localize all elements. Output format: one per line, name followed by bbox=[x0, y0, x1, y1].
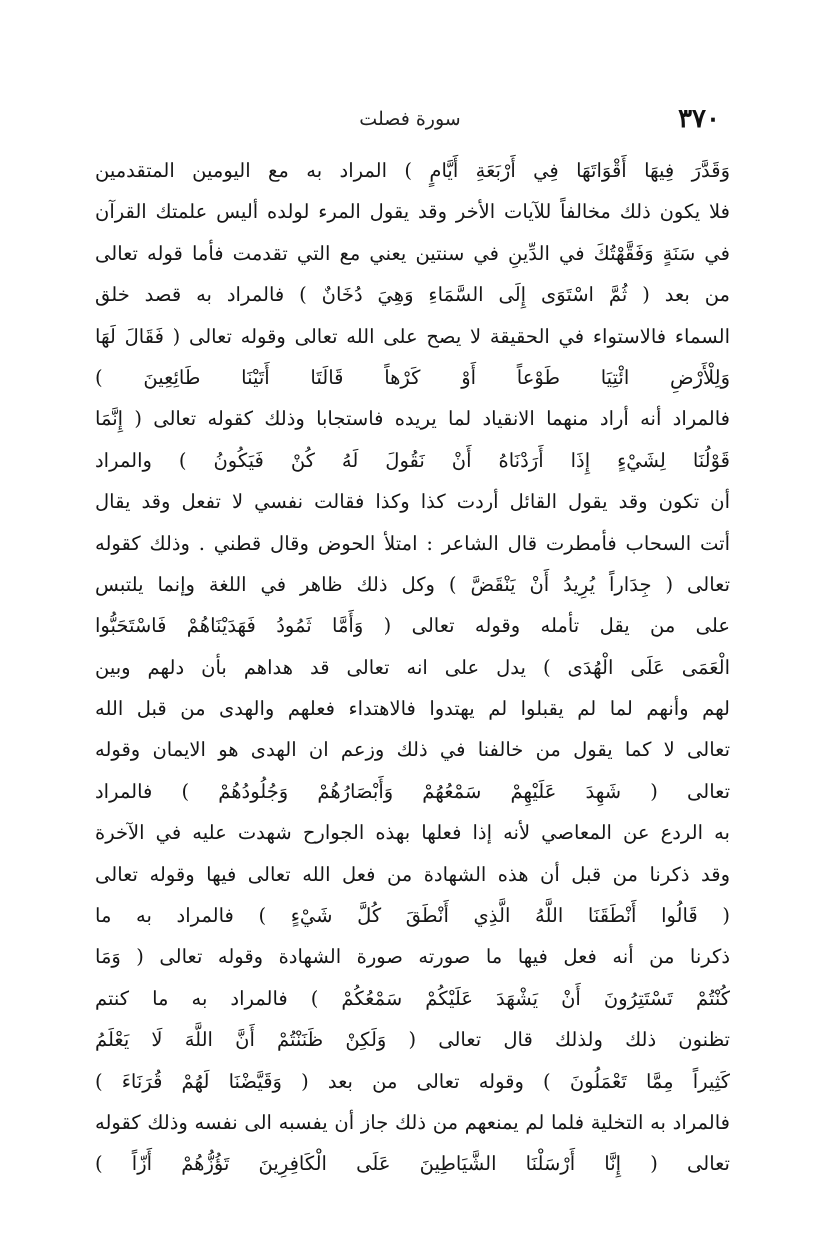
text-line: كَثِيراً مِمَّا تَعْمَلُونَ ) وقوله تعالى من بعد ( وَقَيَّضْنَا لَهُمْ قُرَنَاءَ ) bbox=[95, 1069, 730, 1093]
text-line: ذكرنا من أنه فعل فيها ما صورته صورة الشهادة وقوله تعالى ( وَمَا bbox=[95, 945, 730, 969]
text-line: لهم وأنهم لما لم يقبلوا لم يهتدوا فالاهتداء فعلهم والهدى من قبل الله bbox=[95, 697, 730, 721]
text-line: السماء فالاستواء في الحقيقة لا يصح على الله تعالى وقوله تعالى ( فَقَالَ لَهَا bbox=[95, 324, 730, 348]
text-line: تظنون ذلك ولذلك قال تعالى ( وَلَكِنْ ظَنَنْتُمْ أَنَّ اللَّهَ لَا يَعْلَمُ bbox=[95, 1028, 730, 1052]
text-line: من بعد ( ثُمَّ اسْتَوَى إِلَى السَّمَاءِ وَهِيَ دُخَانٌ ) فالمراد به قصد خلق bbox=[95, 283, 730, 307]
text-line: فلا يكون ذلك مخالفاً للآيات الأخر وقد يقول المرء لولده أليس علمتك القرآن bbox=[95, 200, 730, 224]
text-line: فالمراد به التخلية فلما لم يمنعهم من ذلك جاز أن يفسبه الى نفسه وذلك كقوله bbox=[95, 1110, 730, 1134]
page-header bbox=[100, 100, 720, 140]
text-line: تعالى لا كما يقول من خالفنا في ذلك وزعم ان الهدى هو الايمان وقوله bbox=[95, 738, 730, 762]
running-title: سورة فصلت bbox=[359, 108, 461, 130]
page-number: ٣٧٠ bbox=[678, 104, 720, 134]
text-line: وَلِلْأَرْضِ ائْتِيَا طَوْعاً أَوْ كَرْهاً قَالَتَا أَتَيْنَا طَائِعِينَ ) bbox=[95, 365, 730, 389]
text-line: الْعَمَى عَلَى الْهُدَى ) يدل على انه تعالى قد هداهم بأن دلهم وبين bbox=[95, 655, 730, 679]
text-line: في سَنَةٍ وَفَقَّهْتُكَ في الدِّينِ في سنتين يعني مع التي تقدمت فأما قوله تعالى bbox=[95, 241, 730, 265]
text-line: قَوْلُنَا لِشَيْءٍ إِذَا أَرَدْنَاهُ أَنْ نَقُولَ لَهُ كُنْ فَيَكُونُ ) والمراد bbox=[95, 448, 730, 472]
text-line: وَقَدَّرَ فِيهَا أَقْوَاتَهَا فِي أَرْبَعَةِ أَيَّامٍ ) المراد به مع اليومين المتقدمين bbox=[95, 159, 730, 182]
text-line: ( قَالُوا أَنْطَقَنَا اللَّهُ الَّذِي أَنْطَقَ كُلَّ شَيْءٍ ) فالمراد به ما bbox=[95, 904, 730, 928]
text-line: تعالى ( جِدَاراً يُرِيدُ أَنْ يَنْقَضَّ ) وكل ذلك ظاهر في اللغة وإنما يلتبس bbox=[95, 572, 730, 596]
text-line: أن تكون وقد يقول القائل أردت كذا وكذا فقالت نفسي لا تفعل وقد يقال bbox=[95, 490, 730, 514]
text-line: تعالى ( إِنَّا أَرْسَلْنَا الشَّيَاطِينَ عَلَى الْكَافِرِينَ تَؤُزُّهُمْ أَزّاً ) bbox=[95, 1152, 730, 1176]
text-line: على من يقل تأمله وقوله تعالى ( وَأَمَّا ثَمُودُ فَهَدَيْنَاهُمْ فَاسْتَحَبُّوا bbox=[95, 614, 730, 638]
text-line: وقد ذكرنا من قبل أن هذه الشهادة من فعل الله تعالى فيها وقوله تعالى bbox=[95, 862, 730, 886]
text-line: به الردع عن المعاصي لأنه إذا فعلها بهذه الجوارح شهدت عليه في الآخرة bbox=[95, 821, 730, 845]
text-line: فالمراد أنه أراد منهما الانقياد لما يريده فاستجابا وذلك كقوله تعالى ( إِنَّمَا bbox=[95, 407, 730, 431]
text-line: تعالى ( شَهِدَ عَلَيْهِمْ سَمْعُهُمْ وَأَبْصَارُهُمْ وَجُلُودُهُمْ ) فالمراد bbox=[95, 779, 730, 803]
body-text bbox=[95, 150, 730, 1185]
text-line: أتت السحاب فأمطرت قال الشاعر : امتلأ الحوض وقال قطني . وذلك كقوله bbox=[95, 531, 730, 555]
text-line: كُنْتُمْ تَسْتَتِرُونَ أَنْ يَشْهَدَ عَلَيْكُمْ سَمْعُكُمْ ) فالمراد به ما كنتم bbox=[95, 986, 730, 1010]
